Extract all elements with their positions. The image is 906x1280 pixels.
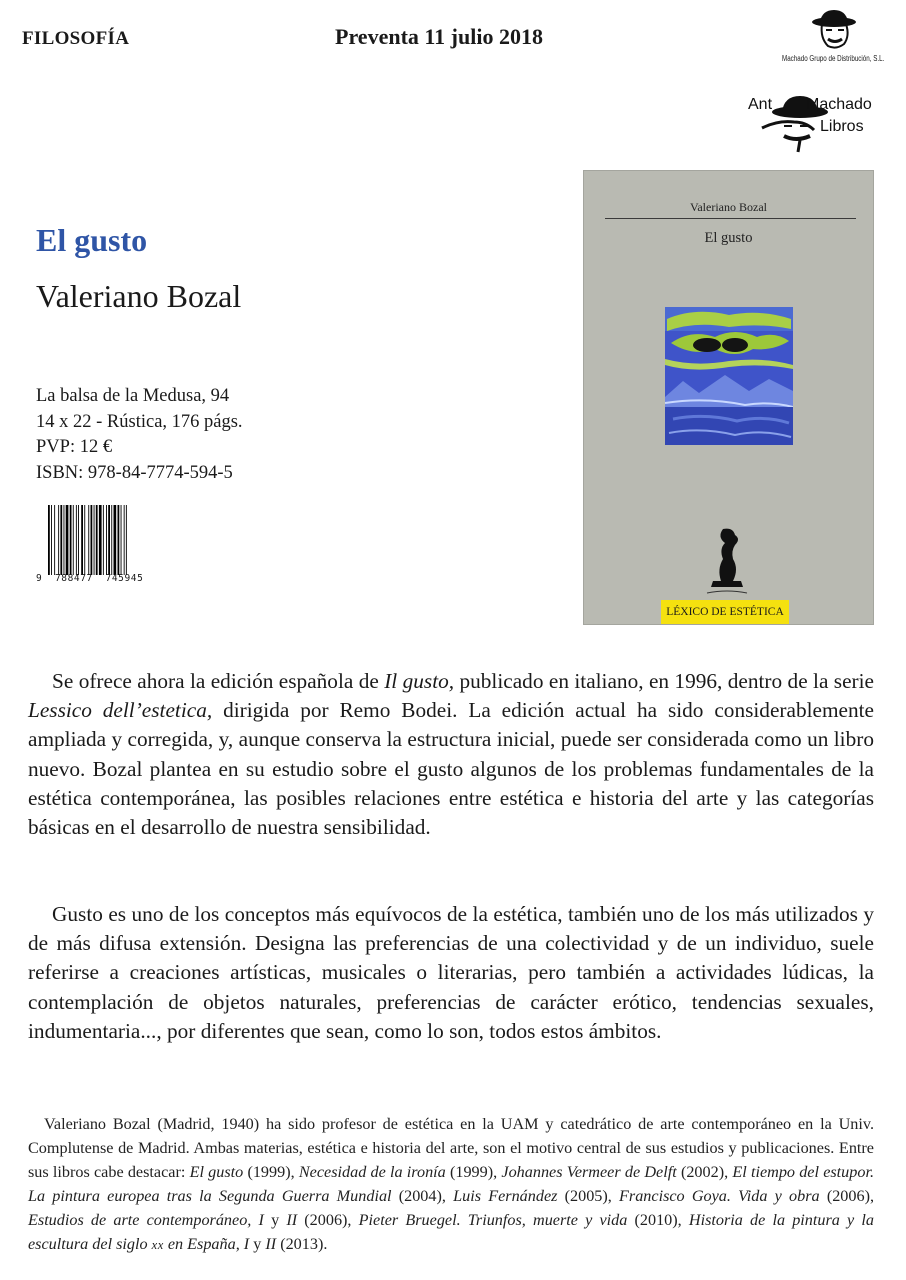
barcode-bar	[84, 505, 85, 575]
bio-text: (2002),	[676, 1163, 733, 1181]
barcode-bar	[103, 505, 104, 575]
cover-author: Valeriano Bozal	[690, 200, 767, 214]
barcode-bar	[81, 505, 83, 575]
bio-work-title: Johannes Vermeer de Delft	[501, 1163, 677, 1181]
barcode-bar	[121, 505, 122, 575]
barcode-bar	[51, 505, 52, 575]
barcode-bar	[58, 505, 59, 575]
bio-text: (2010),	[627, 1211, 689, 1229]
book-cover	[583, 170, 874, 625]
book-metadata	[36, 384, 243, 486]
p1-italic-series: Lessico dell’estetica,	[28, 698, 213, 723]
bio-work-title: El gusto	[189, 1163, 244, 1181]
cover-title: El gusto	[704, 230, 753, 246]
barcode-bar	[54, 505, 55, 575]
bio-work-title: Pieter Bruegel. Triunfos, muerte y vida	[358, 1211, 628, 1229]
barcode-bar	[96, 505, 98, 575]
bio-work-title: Estudios de arte contemporáneo, I	[28, 1211, 264, 1229]
barcode-bar	[78, 505, 79, 575]
bio-text: (2013).	[276, 1235, 328, 1253]
antonio-machado-libros-logo	[748, 92, 878, 154]
barcode-bar	[48, 505, 50, 575]
barcode-bar	[66, 505, 69, 575]
barcode-bar	[64, 505, 65, 575]
barcode-bar	[94, 505, 95, 575]
barcode-bar	[124, 505, 125, 575]
barcode-bars	[36, 505, 151, 575]
bio-work-title: El tiempo del estupor. La pintura europea tras la Segunda Guerra Mundial	[28, 1163, 875, 1205]
bio-work-title: Necesidad de la ironía	[298, 1163, 446, 1181]
series-line: La balsa de la Medusa, 94	[36, 386, 230, 406]
book-author: Valeriano Bozal	[36, 278, 242, 314]
bio-text: (1999),	[445, 1163, 502, 1181]
cover-rule	[605, 218, 856, 219]
distributor-caption: Machado Grupo de Distribución, S.L.	[782, 54, 885, 63]
bio-work-title-part: xx	[151, 1238, 164, 1252]
barcode-bar	[106, 505, 107, 575]
barcode-bar	[126, 505, 127, 575]
barcode-bar	[70, 505, 72, 575]
p1-italic-title: Il gusto,	[384, 669, 455, 693]
price-line: PVP: 12 €	[36, 437, 113, 457]
presale-date: Preventa 11 julio 2018	[335, 24, 543, 49]
category-label: FILOSOFÍA	[22, 28, 130, 49]
barcode-bar	[114, 505, 117, 575]
bio-text: (2004),	[391, 1187, 454, 1205]
p1-text-e: dirigida por Remo Bodei. La edición actual ha sido considerablemente ampliada y corregida, y, aunque conserva la estructura inicial, puede ser considerada como un libro nuevo. Bozal plantea en su estudio sobre el gusto algunos de los problemas fundamentales de la estética contemporánea, las posibles relaciones entre estética e historia del arte y las categorías básicas en el desarrollo de nuestra sensibilidad.	[28, 698, 874, 840]
barcode-bar	[108, 505, 110, 575]
logo-text-machado: Machado	[806, 96, 872, 113]
description-paragraph-1	[28, 667, 874, 842]
bio-text: (2005),	[557, 1187, 620, 1205]
logo-text-ant: Ant	[748, 96, 773, 113]
cover-series-band: LÉXICO DE ESTÉTICA	[661, 600, 789, 624]
logo-text-libros: Libros	[820, 118, 864, 135]
bio-work-title: Francisco Goya. Vida y obra	[619, 1187, 820, 1205]
p1-text-a: Se ofrece ahora la edición española de	[52, 669, 385, 693]
p2-text: Gusto es uno de los conceptos más equívocos de la estética, también uno de los más utilizados y de más difusa extensión. Designa las preferencias de una colectividad y de un individuo, suele referirse a creaciones artísticas, musicales o literarias, pero también a actividades lúdicas, la contemplación de objetos naturales, preferencias de carácter erótico, tendencias sexuales, indumentaria..., por diferentes que sean, como lo son, todos estos ámbitos.	[28, 902, 874, 1043]
p1-text-c: publicado en italiano, en 1996, dentro de la serie	[454, 669, 875, 693]
bio-text: (2006),	[297, 1211, 359, 1229]
isbn-line: ISBN: 978-84-7774-594-5	[36, 462, 233, 483]
barcode-bar	[60, 505, 62, 575]
format-line: 14 x 22 - Rústica, 176 págs.	[36, 411, 243, 432]
author-bio	[28, 1112, 874, 1257]
cover-painting	[665, 307, 793, 445]
bio-work-title: II	[265, 1235, 277, 1253]
barcode-bar	[111, 505, 112, 575]
barcode-bar	[99, 505, 102, 575]
barcode-bar	[91, 505, 93, 575]
publisher-emblem-icon	[699, 525, 755, 597]
bio-text: (2006),	[819, 1187, 875, 1205]
description-paragraph-2	[28, 900, 874, 1046]
bio-text: y	[263, 1211, 287, 1229]
bio-work-title-part: en España, I	[163, 1235, 250, 1253]
barcode-bar	[118, 505, 120, 575]
isbn-barcode	[36, 505, 151, 589]
barcode-bar	[76, 505, 77, 575]
book-title: El gusto	[36, 222, 148, 258]
bio-work-title-part: Historia de la pintura y la escultura del siglo	[28, 1211, 874, 1253]
barcode-digits: 9 788477 745945	[36, 573, 144, 584]
bio-text: y	[249, 1235, 266, 1253]
bio-work-title: Luis Fernández	[453, 1187, 558, 1205]
barcode-bar	[88, 505, 89, 575]
barcode-bar	[73, 505, 74, 575]
bio-text: Valeriano Bozal (Madrid, 1940) ha sido profesor de estética en la UAM y catedrático de arte contemporáneo en la Univ. Complutense de Madrid. Ambas materias, estética e historia del arte, son el motivo central de sus estudios y publicaciones. Entre sus libros cabe destacar:	[28, 1115, 874, 1181]
bio-text: (1999),	[243, 1163, 299, 1181]
bio-work-title: II	[286, 1211, 298, 1229]
